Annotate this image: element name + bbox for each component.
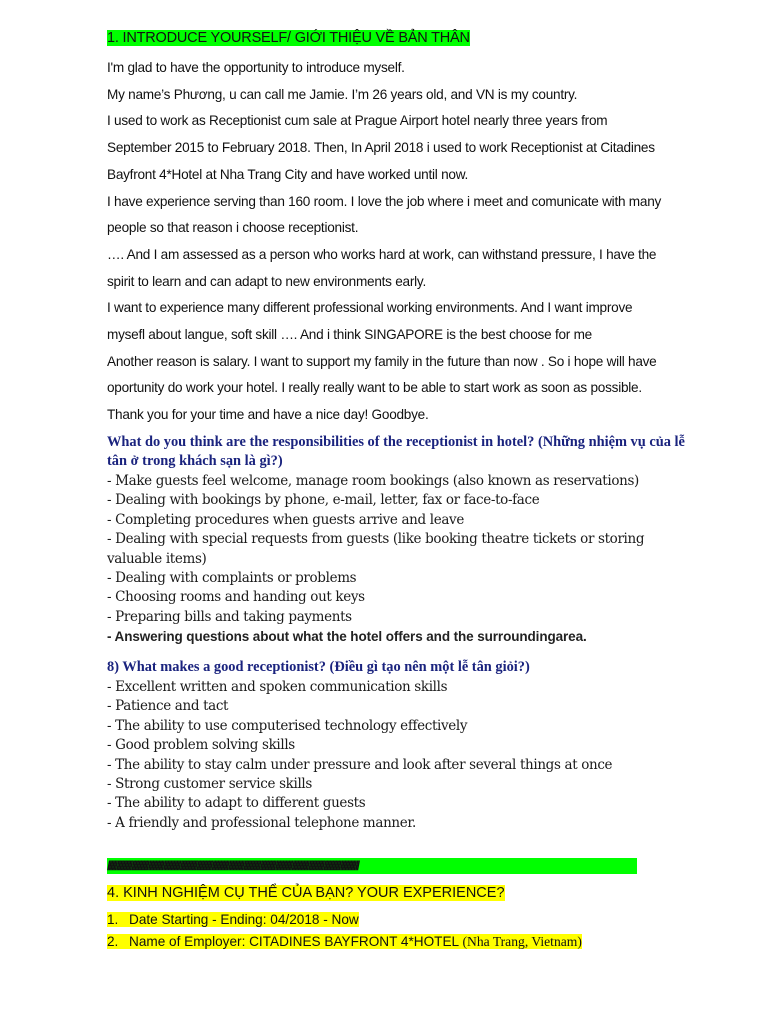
list-item: - The ability to adapt to different guests xyxy=(107,795,366,812)
intro-line: oportunity do work your hotel. I really really want to be able to start work as soon as possible. xyxy=(107,380,642,396)
experience-item xyxy=(107,933,582,950)
list-item: - Choosing rooms and handing out keys xyxy=(107,589,365,606)
list-item: - Dealing with special requests from guests (like booking theatre tickets or storing xyxy=(107,531,645,548)
item-label: Date Starting - Ending: 04/2018 - Now xyxy=(129,912,359,927)
list-item: - Dealing with bookings by phone, e-mail, letter, fax or face-to-face xyxy=(107,492,540,509)
list-item: - A friendly and professional telephone manner. xyxy=(107,814,416,831)
experience-list xyxy=(107,911,582,955)
intro-line: I used to work as Receptionist cum sale at Prague Airport hotel nearly three years from xyxy=(107,113,608,129)
list-item: - The ability to use computerised technology effectively xyxy=(107,717,468,734)
list-item: - Completing procedures when guests arrive and leave xyxy=(107,511,464,528)
item-number: 1. xyxy=(107,912,119,927)
section-heading-text: 1. INTRODUCE YOURSELF/ GIỚI THIỆU VỀ BẢN THÂN xyxy=(107,30,470,46)
responsibilities-list xyxy=(107,472,707,647)
intro-text xyxy=(107,55,707,429)
good-receptionist-question: 8) What makes a good receptionist? (Điều gì tạo nên một lễ tân giỏi?) xyxy=(107,659,530,675)
list-item: - Answering questions about what the hotel offers and the surroundingarea. xyxy=(107,629,587,645)
responsibilities-question: What do you think are the responsibilities of the receptionist in hotel? (Những nhiệm vụ của lễ tân ở trong khách sạn là gì?) xyxy=(107,434,685,469)
intro-line: …. And I am assessed as a person who works hard at work, can withstand pressure, I have the xyxy=(107,246,657,262)
list-item: - Good problem solving skills xyxy=(107,737,295,754)
intro-line: people so that reason i choose receptionist. xyxy=(107,220,359,236)
list-item: - Strong customer service skills xyxy=(107,776,312,793)
good-receptionist-section xyxy=(107,658,707,833)
intro-line: I want to experience many different professional working environments. And I want improve xyxy=(107,300,633,316)
experience-heading xyxy=(107,885,505,902)
intro-line: I have experience serving than 160 room. I love the job where i meet and comunicate with many xyxy=(107,193,662,209)
item-number: 2. xyxy=(107,934,119,949)
list-item: - Dealing with complaints or problems xyxy=(107,570,357,587)
list-item: - Preparing bills and taking payments xyxy=(107,608,352,625)
item-label: Name of Employer: CITADINES BAYFRONT 4*HOTEL xyxy=(129,934,460,949)
intro-line: mysefl about langue, soft skill …. And i think SINGAPORE is the best choose for me xyxy=(107,327,592,343)
section-heading-introduce xyxy=(107,30,470,47)
intro-line: My name’s Phương, u can call me Jamie. I’m 26 years old, and VN is my country. xyxy=(107,86,578,102)
list-item: - Excellent written and spoken communication skills xyxy=(107,679,448,695)
intro-line: September 2015 to February 2018. Then, In April 2018 i used to work Receptionist at Citadines xyxy=(107,140,655,156)
intro-line: Bayfront 4*Hotel at Nha Trang City and have worked until now. xyxy=(107,166,469,182)
item-location: (Nha Trang, Vietnam) xyxy=(459,934,582,949)
intro-line: I'm glad to have the opportunity to introduce myself. xyxy=(107,60,405,75)
intro-line: Another reason is salary. I want to support my family in the future than now . So i hope will have xyxy=(107,353,657,369)
slash-divider: ////////////////////////////////////////////////////////////////////////////////////////////////////////////////////////////////////////////////////////////////////// xyxy=(107,858,637,874)
list-item: valuable items) xyxy=(107,550,207,567)
list-item: - The ability to stay calm under pressure and look after several things at once xyxy=(107,756,613,773)
list-item: - Patience and tact xyxy=(107,698,229,715)
intro-line: spirit to learn and can adapt to new environments early. xyxy=(107,273,426,289)
experience-heading-text: 4. KINH NGHIỆM CỤ THỂ CỦA BẠN? YOUR EXPERIENCE? xyxy=(107,885,505,901)
intro-line: Thank you for your time and have a nice day! Goodbye. xyxy=(107,407,429,423)
experience-item xyxy=(107,911,582,928)
good-receptionist-list xyxy=(107,678,707,833)
list-item: - Make guests feel welcome, manage room bookings (also known as reservations) xyxy=(107,473,639,489)
responsibilities-section xyxy=(107,433,707,647)
